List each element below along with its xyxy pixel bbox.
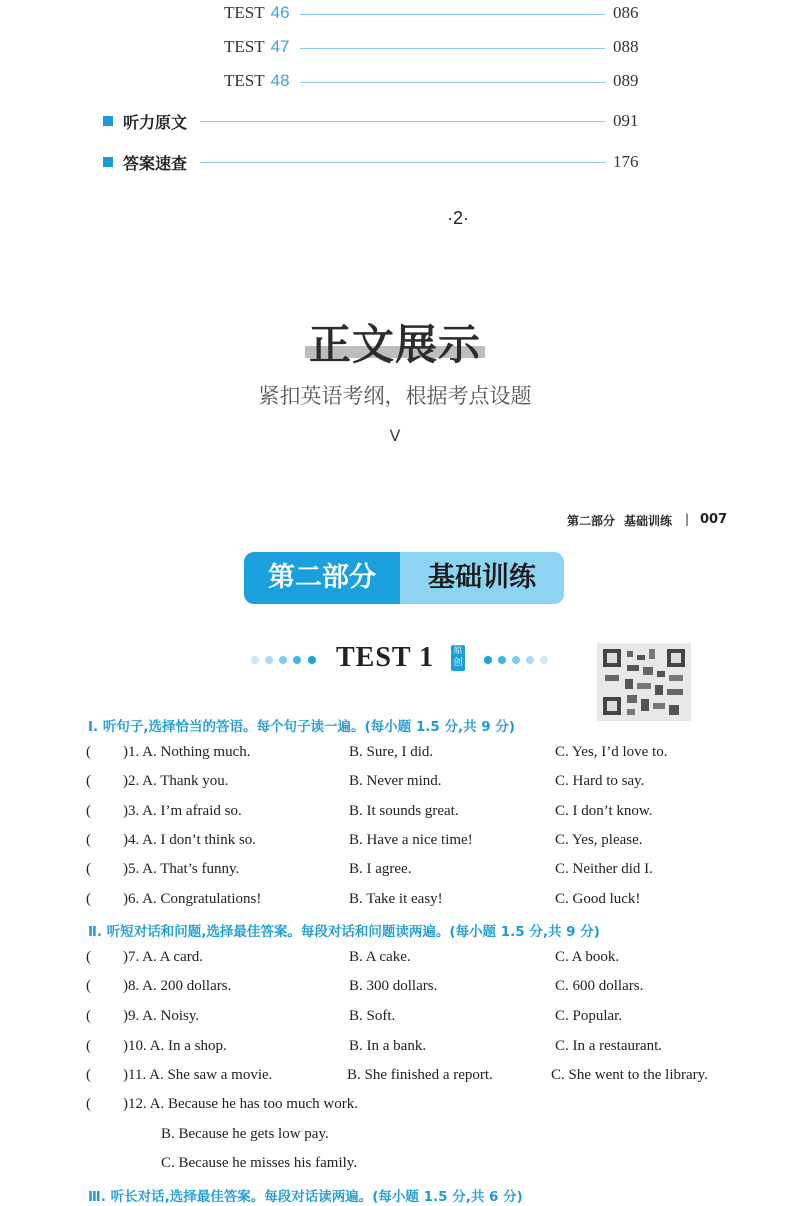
answer-paren[interactable]: (	[86, 744, 91, 760]
question-5-option-a: )5. A. That’s funny.	[123, 861, 240, 877]
question-9-option-c: C. Popular.	[555, 1008, 623, 1024]
banner-part-title: 基础训练	[400, 552, 564, 604]
square-bullet-icon	[103, 116, 113, 126]
question-8-option-c: C. 600 dollars.	[555, 978, 644, 994]
toc-test-number: 48	[270, 71, 290, 90]
question-10-option-b: B. In a bank.	[349, 1038, 427, 1054]
question-3-option-a: )3. A. I’m afraid so.	[123, 803, 242, 819]
part-banner	[244, 552, 564, 604]
decor-dot	[484, 656, 492, 664]
answer-paren[interactable]: (	[86, 1096, 91, 1112]
question-4-option-c: C. Yes, please.	[555, 832, 643, 848]
question-2-option-c: C. Hard to say.	[555, 773, 645, 789]
question-11-option-a: )11. A. She saw a movie.	[123, 1067, 273, 1083]
toc-entry-test47[interactable]	[224, 37, 290, 61]
answer-paren[interactable]: (	[86, 978, 91, 994]
answer-paren[interactable]: (	[86, 1008, 91, 1024]
answer-paren[interactable]: (	[86, 861, 91, 877]
question-9-option-a: )9. A. Noisy.	[123, 1008, 200, 1024]
toc-page-number: 091	[613, 111, 639, 130]
answer-paren[interactable]: (	[86, 1038, 91, 1054]
decor-dot	[512, 656, 520, 664]
toc-entry-test48[interactable]	[224, 71, 290, 95]
answer-paren[interactable]: (	[86, 891, 91, 907]
toc-section-answer-key[interactable]: 答案速查	[123, 154, 188, 173]
question-4-option-b: B. Have a nice time!	[349, 832, 473, 848]
question-9-option-b: B. Soft.	[349, 1008, 396, 1024]
header-name: 基础训练	[624, 514, 673, 528]
answer-paren[interactable]: (	[86, 803, 91, 819]
answer-paren[interactable]: (	[86, 832, 91, 848]
test-title: TEST 1	[336, 642, 435, 673]
decor-dot	[293, 656, 301, 664]
toc-leader-line	[300, 48, 605, 49]
decor-dot	[308, 656, 316, 664]
toc-page-number: 176	[613, 152, 639, 171]
answer-paren[interactable]: (	[86, 949, 91, 965]
toc-section-listening-script[interactable]: 听力原文	[123, 113, 188, 132]
answer-paren[interactable]: (	[86, 1067, 91, 1083]
decor-dot	[498, 656, 506, 664]
question-7-option-c: C. A book.	[555, 949, 620, 965]
question-6-option-c: C. Good luck!	[555, 891, 641, 907]
answer-paren[interactable]: (	[86, 773, 91, 789]
question-3-option-b: B. It sounds great.	[349, 803, 459, 819]
question-8-option-b: B. 300 dollars.	[349, 978, 438, 994]
chevron-down-icon[interactable]: V	[389, 426, 401, 445]
toc-entry-test46[interactable]	[224, 3, 290, 27]
toc-page-number: 089	[613, 71, 639, 90]
question-1-option-b: B. Sure, I did.	[349, 744, 434, 760]
showcase-title: 正文展示	[308, 320, 481, 369]
section-heading-1: Ⅰ. 听句子,选择恰当的答语。每个句子读一遍。(每小题 1.5 分,共 9 分)	[88, 719, 516, 735]
question-1-option-c: C. Yes, I’d love to.	[555, 744, 668, 760]
toc-test-number: 46	[270, 3, 290, 22]
toc-test-number: 47	[270, 37, 290, 56]
question-2-option-b: B. Never mind.	[349, 773, 442, 789]
banner-part-label: 第二部分	[244, 552, 400, 604]
question-3-option-c: C. I don’t know.	[555, 803, 653, 819]
toc-leader-line	[300, 82, 605, 83]
toc-test-label: TEST	[224, 37, 265, 56]
question-11-option-b: B. She finished a report.	[347, 1067, 493, 1083]
page-number: ·2·	[447, 208, 469, 228]
header-part: 第二部分	[567, 514, 616, 528]
question-10-option-c: C. In a restaurant.	[555, 1038, 663, 1054]
decor-dot	[526, 656, 534, 664]
question-11-option-c: C. She went to the library.	[551, 1067, 708, 1083]
question-7-option-a: )7. A. A card.	[123, 949, 203, 965]
toc-leader-line	[300, 14, 605, 15]
header-page-number: 007	[700, 512, 728, 527]
square-bullet-icon	[103, 157, 113, 167]
header-separator: |	[685, 512, 690, 526]
toc-leader-line	[200, 121, 605, 122]
question-5-option-b: B. I agree.	[349, 861, 412, 877]
toc-test-label: TEST	[224, 3, 265, 22]
toc-test-label: TEST	[224, 71, 265, 90]
showcase-subtitle: 紧扣英语考纲，根据考点设题	[258, 384, 532, 408]
original-tag: 原创	[451, 645, 465, 671]
section-heading-2: Ⅱ. 听短对话和问题,选择最佳答案。每段对话和问题读两遍。(每小题 1.5 分,共 9 分)	[88, 924, 600, 940]
question-1-option-a: )1. A. Nothing much.	[123, 744, 251, 760]
question-8-option-a: )8. A. 200 dollars.	[123, 978, 232, 994]
question-10-option-a: )10. A. In a shop.	[123, 1038, 227, 1054]
question-2-option-a: )2. A. Thank you.	[123, 773, 229, 789]
toc-page-number: 086	[613, 3, 639, 22]
decor-dot	[279, 656, 287, 664]
question-12-option-a: )12. A. Because he has too much work.	[123, 1096, 358, 1112]
question-7-option-b: B. A cake.	[349, 949, 411, 965]
question-6-option-b: B. Take it easy!	[349, 891, 443, 907]
toc-page-number: 088	[613, 37, 639, 56]
decor-dot	[251, 656, 259, 664]
section-heading-3: Ⅲ. 听长对话,选择最佳答案。每段对话读两遍。(每小题 1.5 分,共 6 分)	[88, 1189, 523, 1205]
question-4-option-a: )4. A. I don’t think so.	[123, 832, 257, 848]
decor-dot	[540, 656, 548, 664]
question-6-option-a: )6. A. Congratulations!	[123, 891, 262, 907]
question-5-option-c: C. Neither did I.	[555, 861, 653, 877]
question-12-option-b: B. Because he gets low pay.	[161, 1126, 329, 1142]
decor-dot	[265, 656, 273, 664]
qr-code-icon[interactable]	[597, 643, 691, 721]
toc-leader-line	[200, 162, 605, 163]
question-12-option-c: C. Because he misses his family.	[161, 1155, 358, 1171]
